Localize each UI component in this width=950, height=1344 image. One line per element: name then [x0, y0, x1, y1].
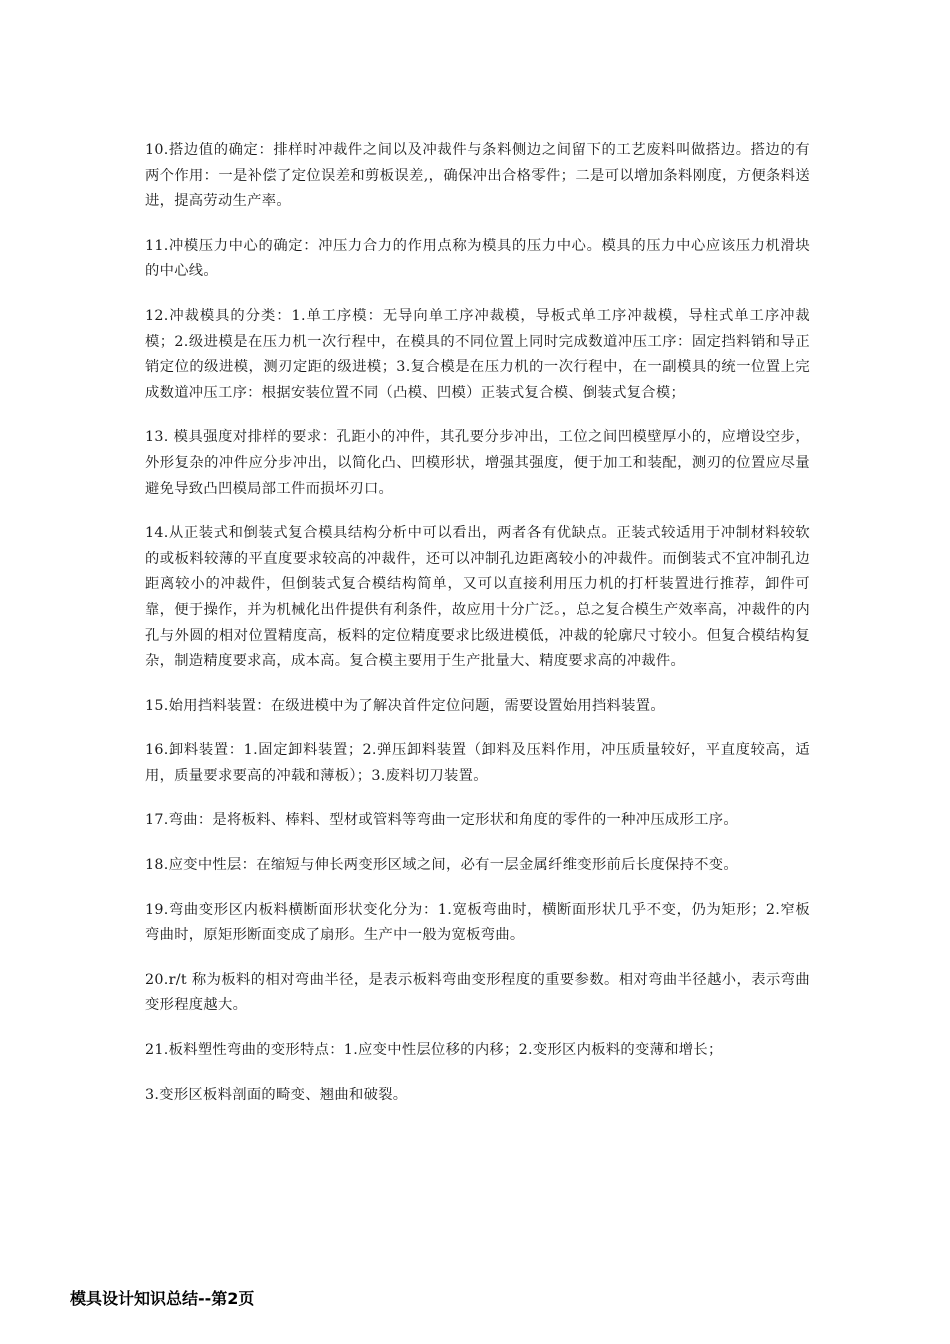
paragraph-17-bending: 17.弯曲：是将板料、棒料、型材或管料等弯曲一定形状和角度的零件的一种冲压成形工序。: [145, 812, 738, 829]
paragraph-16-unloading-device: 16.卸料装置：1.固定卸料装置；2.弹压卸料装置（卸料及压料作用，冲压质量较好，平直度较高，适用，质量要求要高的冲载和薄板）；3.废料切刀装置。: [145, 742, 810, 784]
paragraph-18-neutral-layer: 18.应变中性层：在缩短与伸长两变形区域之间，必有一层金属纤维变形前后长度保持不变。: [145, 857, 738, 874]
document-body: [145, 138, 810, 1127]
paragraph-21-continued: 3.变形区板料剖面的畸变、翘曲和破裂。: [145, 1086, 408, 1103]
paragraph-14-compound-die-analysis: 14.从正装式和倒装式复合模具结构分析中可以看出，两者各有优缺点。正装式较适用于冲制材料较软的或板料较薄的平直度要求较高的冲裁件，还可以冲制孔边距离较小的冲裁件。而倒装式不宜冲制孔边距离较小的冲裁件，但倒装式复合模结构简单，又可以直接利用压力机的打杆装置进行推荐，卸件可靠，便于操作，并为机械化出件提供有利条件，故应用十分广泛。，总之复合模生产效率高，冲裁件的内孔与外圆的相对位置精度高，板料的定位精度要求比级进模低，冲裁的轮廓尺寸较小。但复合模结构复杂，制造精度要求高，成本高。复合模主要用于生产批量大、精度要求高的冲裁件。: [145, 525, 810, 670]
paragraph-15-initial-stop: 15.始用挡料装置：在级进模中为了解决首件定位问题，需要设置始用挡料装置。: [145, 697, 665, 714]
page-footer: 模具设计知识总结--第2页: [70, 1289, 255, 1308]
paragraph-12-die-classification: 12.冲裁模具的分类：1.单工序模：无导向单工序冲裁模，导板式单工序冲裁模，导柱式单工序冲裁模；2.级进模是在压力机一次行程中，在模具的不同位置上同时完成数道冲压工序：固定挡料销和导正销定位的级进模，测刃定距的级进模；3.复合模是在压力机的一次行程中，在一副模具的统一位置上完成数道冲压工序：根据安装位置不同（凸模、凹模）正装式复合模、倒装式复合模；: [145, 307, 810, 401]
paragraph-13-strength-requirements: 13. 模具强度对排样的要求：孔距小的冲件，其孔要分步冲出，工位之间凹模壁厚小的，应增设空步，外形复杂的冲件应分步冲出，以简化凸、凹模形状，增强其强度，便于加工和装配，测刃的位置应尽量避免导致凸凹模局部工件而损坏刃口。: [145, 429, 810, 497]
paragraph-11-pressure-center: 11.冲模压力中心的确定：冲压力合力的作用点称为模具的压力中心。模具的压力中心应该压力机滑块的中心线。: [145, 237, 810, 280]
paragraph-20-relative-bend-radius: 20.r/t 称为板料的相对弯曲半径，是表示板料弯曲变形程度的重要参数。相对弯曲半径越小，表示弯曲变形程度越大。: [145, 971, 810, 1014]
paragraph-10-edge-allowance: 10.搭边值的确定：排样时冲裁件之间以及冲裁件与条料侧边之间留下的工艺废料叫做搭边。搭边的有两个作用：一是补偿了定位误差和剪板误差,，确保冲出合格零件；二是可以增加条料刚度，方便条料送进，提高劳动生产率。: [145, 142, 810, 210]
paragraph-21-deformation-features: 21.板料塑性弯曲的变形特点：1.应变中性层位移的内移；2.变形区内板料的变薄和增长；: [145, 1042, 723, 1059]
paragraph-19-cross-section-change: 19.弯曲变形区内板料横断面形状变化分为：1.宽板弯曲时，横断面形状几乎不变，仍为矩形；2.窄板弯曲时，原矩形断面变成了扇形。生产中一般为宽板弯曲。: [145, 901, 810, 944]
